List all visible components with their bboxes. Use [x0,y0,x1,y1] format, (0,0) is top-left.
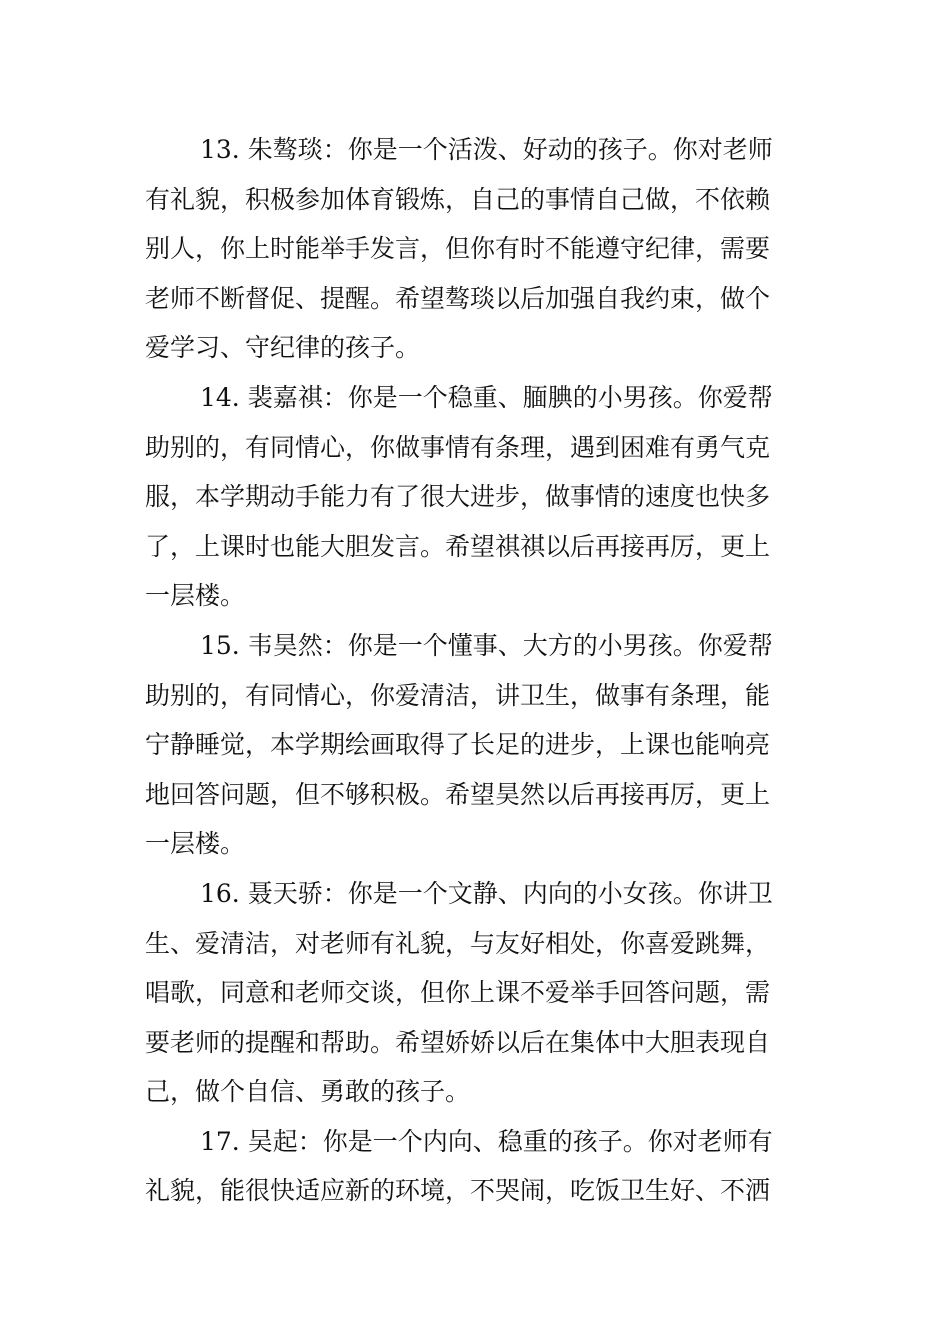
paragraph-13 [145,125,807,373]
paragraph-line: 13. 朱骜琰：你是一个活泼、好动的孩子。你对老师 [200,135,773,164]
paragraph-line: 了，上课时也能大胆发言。希望祺祺以后再接再厉，更上 [145,531,771,561]
paragraph-14 [145,373,807,621]
paragraph-line: 礼貌，能很快适应新的环境，不哭闹，吃饭卫生好、不洒 [145,1176,771,1206]
paragraph-17 [145,1117,807,1216]
paragraph-15 [145,621,807,869]
paragraph-16 [145,869,807,1117]
paragraph-line: 14. 裴嘉祺：你是一个稳重、腼腆的小男孩。你爱帮 [200,382,773,412]
paragraph-line: 宁静睡觉，本学期绘画取得了长足的进步，上课也能响亮 [145,730,771,760]
paragraph-line: 助别的，有同情心，你做事情有条理，遇到困难有勇气克 [145,432,771,462]
paragraph-line: 唱歌，同意和老师交谈，但你上课不爱举手回答问题，需 [145,978,771,1008]
paragraph-line: 老师不断督促、提醒。希望骜琰以后加强自我约束，做个 [145,283,771,313]
paragraph-line: 地回答问题，但不够积极。希望昊然以后再接再厉，更上 [145,779,771,809]
paragraph-line: 17. 吴起：你是一个内向、稳重的孩子。你对老师有 [200,1126,773,1156]
paragraph-line: 一层楼。 [145,581,246,611]
paragraph-line: 16. 聂天骄：你是一个文静、内向的小女孩。你讲卫 [200,878,773,908]
paragraph-line: 别人，你上时能举手发言，但你有时不能遵守纪律，需要 [145,234,771,264]
paragraph-line: 15. 韦昊然：你是一个懂事、大方的小男孩。你爱帮 [200,630,773,660]
paragraph-line: 爱学习、守纪律的孩子。 [145,333,421,363]
paragraph-line: 己，做个自信、勇敢的孩子。 [145,1077,471,1107]
document-body [145,125,807,1216]
paragraph-line: 生、爱清洁，对老师有礼貌，与友好相处，你喜爱跳舞， [145,928,771,958]
paragraph-line: 有礼貌，积极参加体育锻炼，自己的事情自己做，不依赖 [145,184,771,214]
paragraph-line: 要老师的提醒和帮助。希望娇娇以后在集体中大胆表现自 [145,1027,771,1057]
paragraph-line: 服，本学期动手能力有了很大进步，做事情的速度也快多 [145,482,771,512]
paragraph-line: 助别的，有同情心，你爱清洁，讲卫生，做事有条理，能 [145,680,771,710]
paragraph-line: 一层楼。 [145,829,246,859]
